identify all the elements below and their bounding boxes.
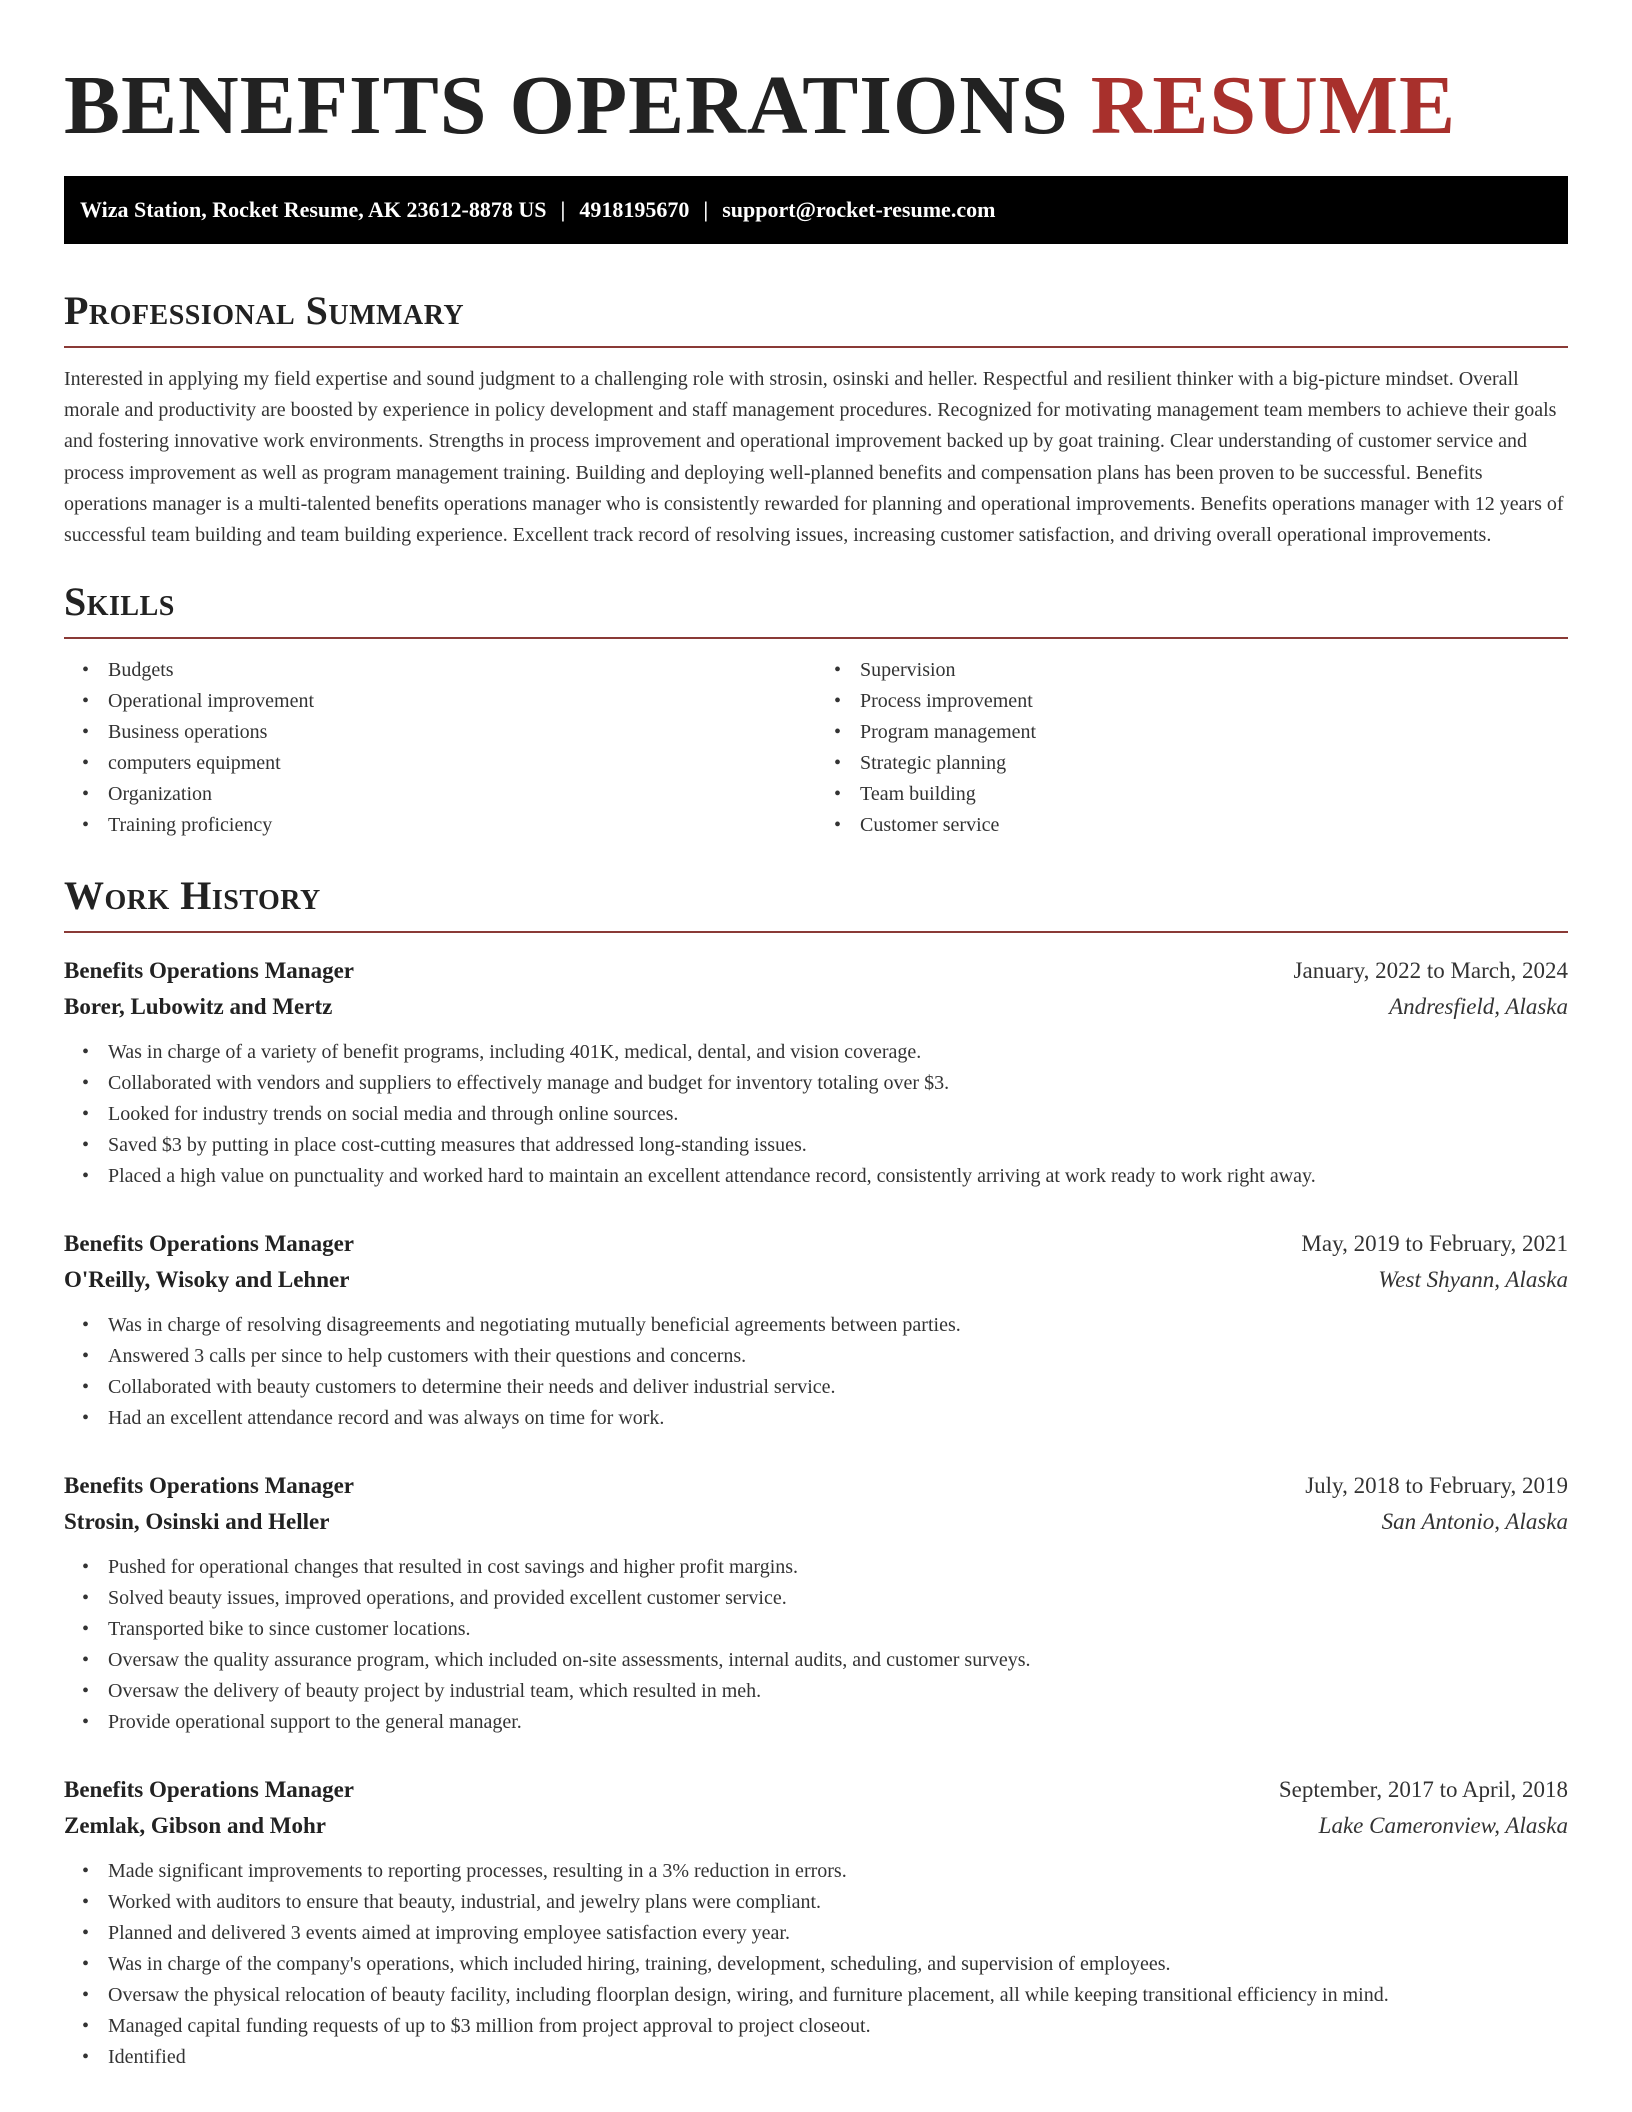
- job-company: O'Reilly, Wisoky and Lehner: [64, 1267, 350, 1293]
- skill-item: • Supervision: [860, 655, 1568, 686]
- job-title: Benefits Operations Manager: [64, 1231, 355, 1257]
- job-title: Benefits Operations Manager: [64, 958, 355, 984]
- job-header-row: [64, 1226, 1568, 1262]
- section-divider: [64, 637, 1568, 639]
- job-company: Borer, Lubowitz and Mertz: [64, 994, 333, 1020]
- skill-item: • Organization: [108, 779, 816, 810]
- skills-column-left: [64, 655, 816, 841]
- skill-item: • Customer service: [860, 810, 1568, 841]
- job-bullet: • Had an excellent attendance record and was always on time for work.: [108, 1403, 1568, 1434]
- title-main: BENEFITS OPERATIONS: [64, 59, 1069, 152]
- skill-item: • Team building: [860, 779, 1568, 810]
- skills-list: [64, 655, 1568, 841]
- job-bullet: • Pushed for operational changes that resulted in cost savings and higher profit margins.: [108, 1552, 1568, 1583]
- skill-item: • Budgets: [108, 655, 816, 686]
- skill-item: • Process improvement: [860, 686, 1568, 717]
- job-bullet: • Oversaw the quality assurance program, which included on-site assessments, internal audits, and customer surveys.: [108, 1645, 1568, 1676]
- job-bullet: • Planned and delivered 3 events aimed at improving employee satisfaction every year.: [108, 1918, 1568, 1949]
- skill-item: • Business operations: [108, 717, 816, 748]
- job-bullets: [64, 1310, 1568, 1434]
- job-dates: July, 2018 to February, 2019: [1305, 1473, 1568, 1499]
- job-bullet: • Managed capital funding requests of up to $3 million from project approval to project closeout.: [108, 2011, 1568, 2042]
- job-entry: [64, 1772, 1568, 2073]
- job-dates: January, 2022 to March, 2024: [1293, 958, 1568, 984]
- skill-item: • Program management: [860, 717, 1568, 748]
- job-company-row: [64, 1262, 1568, 1298]
- summary-heading: Professional Summary: [64, 288, 465, 333]
- contact-phone: 4918195670: [579, 197, 690, 222]
- job-bullet: • Solved beauty issues, improved operations, and provided excellent customer service.: [108, 1583, 1568, 1614]
- job-bullet: • Collaborated with vendors and suppliers to effectively manage and budget for inventory totaling over $3.: [108, 1068, 1568, 1099]
- job-company: Zemlak, Gibson and Mohr: [64, 1813, 326, 1839]
- job-location: San Antonio, Alaska: [1381, 1509, 1568, 1535]
- title-accent: RESUME: [1090, 59, 1457, 152]
- job-dates: September, 2017 to April, 2018: [1278, 1777, 1568, 1803]
- work-history-heading: Work History: [64, 873, 321, 919]
- skill-item: • Strategic planning: [860, 748, 1568, 779]
- job-bullet: • Made significant improvements to reporting processes, resulting in a 3% reduction in errors.: [108, 1856, 1568, 1887]
- job-dates: May, 2019 to February, 2021: [1301, 1231, 1568, 1257]
- job-bullet: • Looked for industry trends on social media and through online sources.: [108, 1099, 1568, 1130]
- job-company-row: [64, 1504, 1568, 1540]
- job-bullets: [64, 1856, 1568, 2073]
- skill-item: • Operational improvement: [108, 686, 816, 717]
- job-bullet: • Worked with auditors to ensure that beauty, industrial, and jewelry plans were compliant.: [108, 1887, 1568, 1918]
- resume-page: [64, 0, 1568, 2073]
- section-divider: [64, 346, 1568, 348]
- job-bullet: • Transported bike to since customer locations.: [108, 1614, 1568, 1645]
- job-bullet: • Was in charge of resolving disagreements and negotiating mutually beneficial agreements between parties.: [108, 1310, 1568, 1341]
- job-company: Strosin, Osinski and Heller: [64, 1509, 330, 1535]
- contact-separator: |: [560, 197, 566, 222]
- skill-item: • computers equipment: [108, 748, 816, 779]
- summary-text: Interested in applying my field expertise and sound judgment to a challenging role with strosin, osinski and heller. Respectful and resilient thinker with a big-picture mindset. Overall morale and productivity are boosted by experience in policy development and staff management procedures. Recognized for motivating management team members to achieve their goals and fostering innovative work environments. Strengths in process improvement and operational improvement backed up by goat training. Clear understanding of customer service and process improvement as well as program management training. Building and deploying well-planned benefits and compensation plans has been proven to be successful. Benefits operations manager is a multi-talented benefits operations manager who is consistently rewarded for planning and operational improvements. Benefits operations manager with 12 years of successful team building and team building experience. Excellent track record of resolving issues, increasing customer satisfaction, and driving overall operational improvements.: [64, 368, 1564, 547]
- job-title: Benefits Operations Manager: [64, 1473, 355, 1499]
- job-bullet: • Was in charge of the company's operations, which included hiring, training, development, scheduling, and supervision of employees.: [108, 1949, 1568, 1980]
- job-location: Lake Cameronview, Alaska: [1318, 1813, 1568, 1839]
- job-bullets: [64, 1037, 1568, 1192]
- job-company-row: [64, 989, 1568, 1025]
- job-location: West Shyann, Alaska: [1378, 1267, 1568, 1293]
- skills-heading: Skills: [64, 579, 175, 625]
- job-bullet: • Identified: [108, 2042, 1568, 2073]
- job-location: Andresfield, Alaska: [1389, 994, 1568, 1020]
- job-bullet: • Oversaw the physical relocation of beauty facility, including floorplan design, wiring, and furniture placement, all while keeping transitional efficiency in mind.: [108, 1980, 1568, 2011]
- contact-email[interactable]: support@rocket-resume.com: [722, 197, 996, 222]
- contact-separator: |: [703, 197, 709, 222]
- job-header-row: [64, 1772, 1568, 1808]
- job-title: Benefits Operations Manager: [64, 1777, 355, 1803]
- section-divider: [64, 931, 1568, 933]
- job-bullet: • Provide operational support to the general manager.: [108, 1707, 1568, 1738]
- job-bullets: [64, 1552, 1568, 1738]
- job-bullet: • Placed a high value on punctuality and worked hard to maintain an excellent attendance record, consistently arriving at work ready to work right away.: [108, 1161, 1568, 1192]
- job-bullet: • Answered 3 calls per since to help customers with their questions and concerns.: [108, 1341, 1568, 1372]
- skills-column-right: [816, 655, 1568, 841]
- job-entry: [64, 1468, 1568, 1738]
- job-bullet: • Saved $3 by putting in place cost-cutting measures that addressed long-standing issues.: [108, 1130, 1568, 1161]
- job-entry: [64, 953, 1568, 1192]
- job-bullet: • Oversaw the delivery of beauty project by industrial team, which resulted in meh.: [108, 1676, 1568, 1707]
- job-header-row: [64, 1468, 1568, 1504]
- job-header-row: [64, 953, 1568, 989]
- job-company-row: [64, 1808, 1568, 1844]
- job-bullet: • Was in charge of a variety of benefit programs, including 401K, medical, dental, and vision coverage.: [108, 1037, 1568, 1068]
- job-entry: [64, 1226, 1568, 1434]
- contact-address: Wiza Station, Rocket Resume, AK 23612-8878 US: [80, 197, 547, 222]
- resume-title: [64, 56, 1568, 156]
- skill-item: • Training proficiency: [108, 810, 816, 841]
- contact-bar: [64, 176, 1568, 244]
- job-bullet: • Collaborated with beauty customers to determine their needs and deliver industrial service.: [108, 1372, 1568, 1403]
